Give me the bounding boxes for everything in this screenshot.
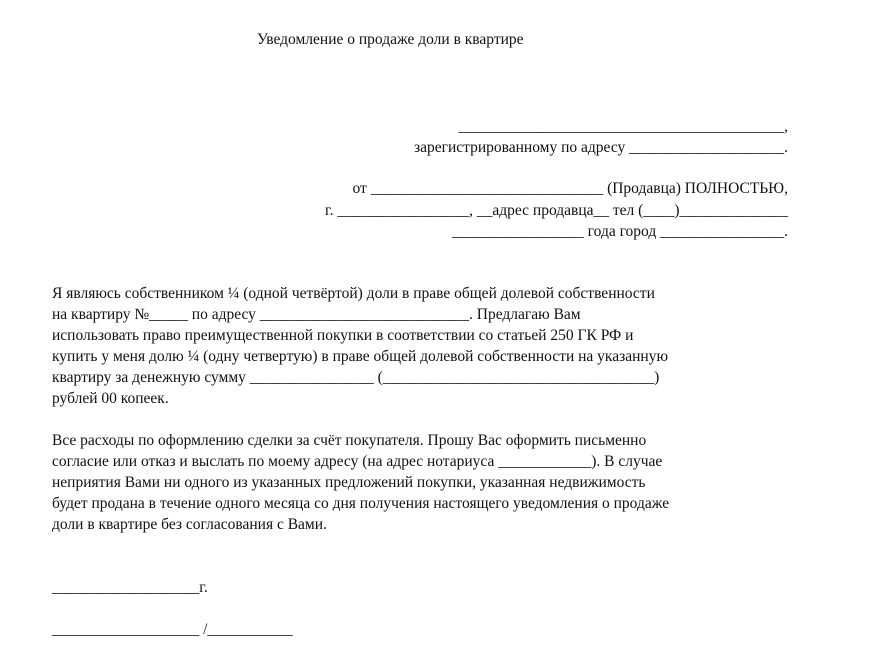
addressee-address-line: зарегистрированному по адресу ____________________. bbox=[413, 139, 788, 156]
addressee-name-line: __________________________________________, bbox=[458, 118, 788, 135]
paragraph-line: на квартиру №_____ по адресу ___________________________. Предлагаю Вам bbox=[52, 306, 581, 323]
paragraph-line: неприятия Вами ни одного из указанных предложений покупки, указанная недвижимость bbox=[52, 474, 646, 491]
signature-line: ___________________ /___________ bbox=[52, 621, 293, 638]
paragraph-line: использовать право преимущественной покупки в соответствии со статьей 250 ГК РФ и bbox=[52, 327, 634, 344]
paragraph-line: Я являюсь собственником ¼ (одной четвёртой) доли в праве общей долевой собственности bbox=[52, 285, 655, 302]
paragraph-line: будет продана в течение одного месяца со дня получения настоящего уведомления о продаже bbox=[52, 495, 670, 512]
seller-from-line: от ______________________________ (Продавца) ПОЛНОСТЬЮ, bbox=[352, 180, 788, 197]
paragraph-line: рублей 00 копеек. bbox=[52, 390, 169, 407]
date-signature-line: ___________________г. bbox=[52, 579, 208, 596]
document-title: Уведомление о продаже доли в квартире bbox=[257, 31, 524, 48]
paragraph-line: квартиру за денежную сумму ________________ (___________________________________) bbox=[52, 369, 660, 386]
date-city-line: _________________ года город ________________. bbox=[452, 223, 788, 240]
paragraph-line: Все расходы по оформлению сделки за счёт покупателя. Прошу Вас оформить письменно bbox=[52, 432, 647, 449]
seller-city-phone-line: г. _________________, __адрес продавца__ тел (____)______________ bbox=[325, 202, 788, 219]
paragraph-line: согласие или отказ и выслать по моему адресу (на адрес нотариуса ____________). В случае bbox=[52, 453, 663, 470]
paragraph-line: купить у меня долю ¼ (одну четвертую) в праве общей долевой собственности на указанную bbox=[52, 348, 669, 365]
paragraph-line: доли в квартире без согласования с Вами. bbox=[52, 516, 327, 533]
